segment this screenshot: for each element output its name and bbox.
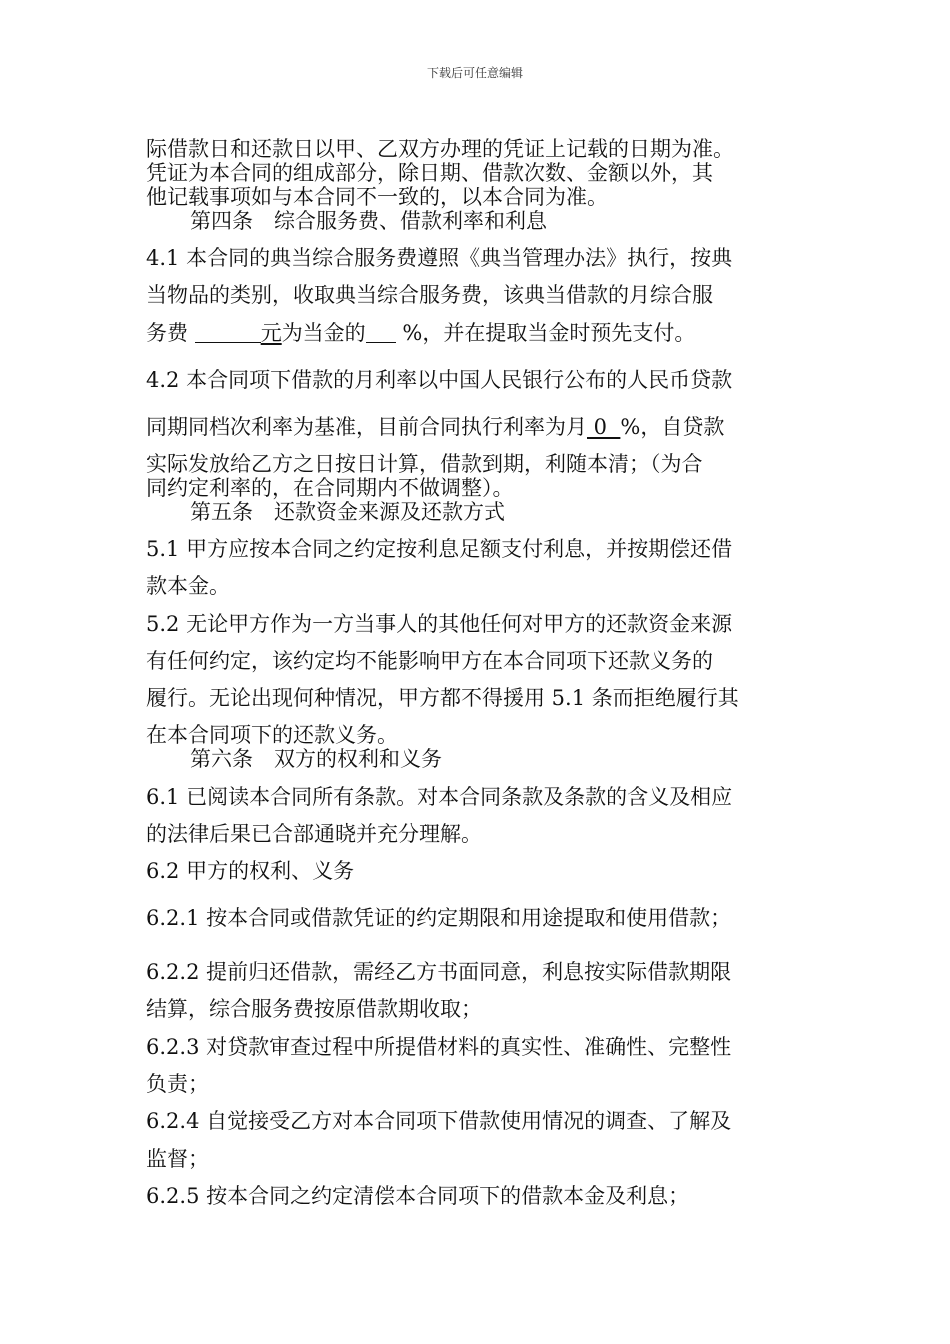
paragraph-line: 他记载事项如与本合同不一致的，以本合同为准。 <box>146 185 608 209</box>
paragraph-line: 6.2 甲方的权利、义务 <box>146 859 355 883</box>
paragraph-line: 当物品的类别，收取典当综合服务费，该典当借款的月综合服 <box>146 283 713 307</box>
paragraph-line: 6.2.2 提前归还借款，需经乙方书面同意，利息按实际借款期限 <box>146 960 732 984</box>
fee-unit: 元 <box>260 321 282 345</box>
paragraph-line: 6.2.5 按本合同之约定清偿本合同项下的借款本金及利息； <box>146 1184 690 1208</box>
paragraph-line: 6.2.4 自觉接受乙方对本合同项下借款使用情况的调查、了解及 <box>146 1109 732 1133</box>
paragraph-line: 5.2 无论甲方作为一方当事人的其他任何对甲方的还款资金来源 <box>146 612 733 636</box>
article-6-heading: 第六条 双方的权利和义务 <box>190 747 442 771</box>
paragraph-line: 际借款日和还款日以甲、乙双方办理的凭证上记载的日期为准。 <box>146 137 734 161</box>
rate-prefix: 同期同档次利率为基准，目前合同执行利率为月 <box>146 415 587 439</box>
fee-suffix: %，并在提取当金时预先支付。 <box>395 321 696 345</box>
fee-prefix: 务费 <box>146 321 195 345</box>
paragraph-line-fee <box>146 320 695 346</box>
article-4-heading: 第四条 综合服务费、借款利率和利息 <box>190 209 547 233</box>
rate-value: 0 <box>587 415 621 439</box>
paragraph-line: 5.1 甲方应按本合同之约定按利息足额支付利息，并按期偿还借 <box>146 537 733 561</box>
paragraph-line: 4.1 本合同的典当综合服务费遵照《典当管理办法》执行，按典 <box>146 246 733 270</box>
paragraph-line: 负责； <box>146 1072 209 1096</box>
page-header: 下载后可任意编辑 <box>426 66 523 80</box>
paragraph-line: 履行。无论出现何种情况，甲方都不得援用 5.1 条而拒绝履行其 <box>146 686 739 710</box>
fee-amount-blank <box>195 322 261 343</box>
paragraph-line: 6.2.3 对贷款审查过程中所提借材料的真实性、准确性、完整性 <box>146 1035 732 1059</box>
article-5-heading: 第五条 还款资金来源及还款方式 <box>190 500 505 524</box>
rate-suffix: %，自贷款 <box>620 415 725 439</box>
paragraph-line: 款本金。 <box>146 574 230 598</box>
paragraph-line: 6.1 已阅读本合同所有条款。对本合同条款及条款的含义及相应 <box>146 785 733 809</box>
fee-percent-blank <box>366 322 396 343</box>
paragraph-line: 4.2 本合同项下借款的月利率以中国人民银行公布的人民币贷款 <box>146 368 733 392</box>
paragraph-line: 同约定利率的，在合同期内不做调整）。 <box>146 476 514 500</box>
paragraph-line: 凭证为本合同的组成部分，除日期、借款次数、金额以外，其 <box>146 161 713 185</box>
paragraph-line-rate <box>146 414 724 440</box>
paragraph-line: 6.2.1 按本合同或借款凭证的约定期限和用途提取和使用借款； <box>146 906 732 930</box>
paragraph-line: 实际发放给乙方之日按日计算，借款到期，利随本清；（为合 <box>146 452 703 476</box>
paragraph-line: 结算，综合服务费按原借款期收取； <box>146 997 482 1021</box>
paragraph-line: 监督； <box>146 1147 209 1171</box>
paragraph-line: 在本合同项下的还款义务。 <box>146 723 398 747</box>
fee-mid: 为当金的 <box>281 321 366 345</box>
paragraph-line: 的法律后果已合部通晓并充分理解。 <box>146 822 482 846</box>
paragraph-line: 有任何约定，该约定均不能影响甲方在本合同项下还款义务的 <box>146 649 713 673</box>
